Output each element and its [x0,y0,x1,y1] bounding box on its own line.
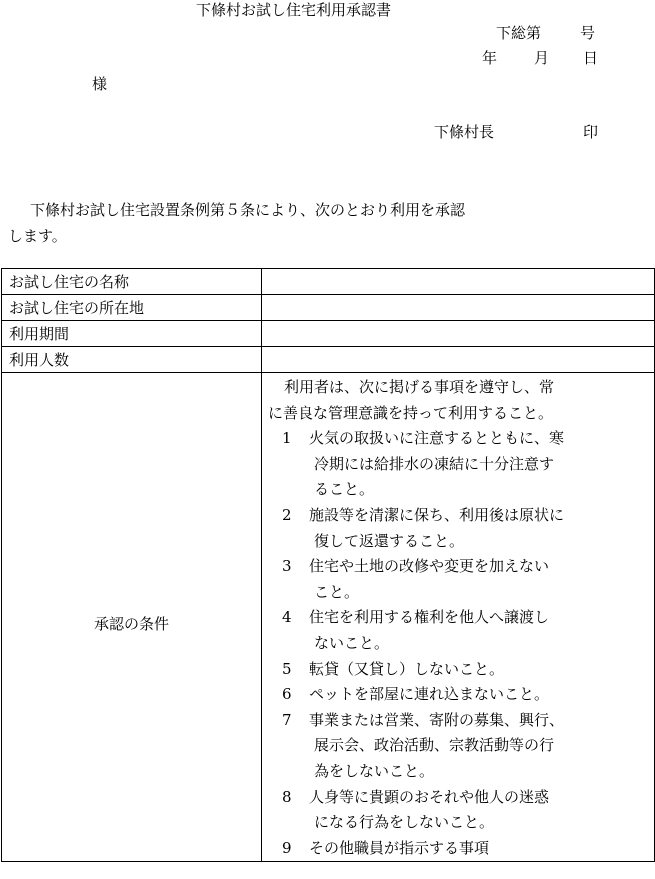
condition-item-4 [262,605,654,631]
addressee-honorific: 様 [92,75,108,93]
condition-item-text: 事業または営業、寄附の募集、興行、 [309,710,565,729]
condition-item-text: 冷期には給排水の凍結に十分注意す [314,454,555,473]
condition-item-text: ること。 [314,480,375,499]
condition-item-number: 7 [282,710,292,729]
table-row [2,347,655,373]
approval-statement-line-2: します。 [8,227,67,245]
date-year-label: 年 [482,49,498,67]
condition-item-text: ないこと。 [314,633,390,652]
condition-item-number: 9 [282,838,292,857]
condition-item-text: 住宅や土地の改修や変更を加えない [309,557,550,576]
condition-item-9 [262,836,654,862]
condition-item-text: 為をしないこと。 [314,761,435,780]
conditions-intro-line-1: 利用者は、次に掲げる事項を遵守し、常 [284,378,555,396]
table-row [2,321,655,347]
approval-statement-line-1: 下條村お試し住宅設置条例第５条により、次のとおり利用を承認 [30,201,466,219]
condition-item-8 [262,785,654,811]
condition-item-7 [262,708,654,734]
condition-item-text: になる行為をしないこと。 [314,813,495,832]
document-title: 下條村お試し住宅利用承認書 [196,1,392,19]
condition-item-1-cont-1 [262,452,654,478]
condition-item-1-cont-2 [262,477,654,503]
conditions-intro-line-2: に善良な管理意識を持って利用すること。 [268,403,554,422]
condition-item-text: 展示会、政治活動、宗教活動等の行 [314,736,555,755]
condition-item-text: 転貸（又貸し）しないこと。 [309,659,505,678]
condition-item-number: 4 [282,608,292,627]
conditions-content [262,373,655,862]
seal-mark: 印 [583,123,599,141]
document-number-prefix: 下総第 [496,24,542,42]
house-location-label: お試し住宅の所在地 [2,295,262,321]
condition-item-2-cont-1 [262,529,654,555]
condition-item-1 [262,426,654,452]
house-location-value [262,295,655,321]
condition-item-text: 復して返還すること。 [314,531,465,550]
condition-item-7-cont-2 [262,759,654,785]
conditions-label: 承認の条件 [2,373,262,862]
condition-item-text: ペットを部屋に連れ込まないこと。 [309,685,550,704]
condition-item-number: 5 [282,659,292,678]
condition-item-text: 住宅を利用する権利を他人へ譲渡し [309,608,550,627]
condition-item-number: 3 [282,557,292,576]
house-name-value [262,269,655,295]
condition-item-text: 人身等に貴顕のおそれや他人の迷惑 [309,787,550,806]
condition-item-4-cont-1 [262,631,654,657]
issuer-title: 下條村長 [434,123,495,141]
usage-period-value [262,321,655,347]
condition-item-number: 2 [282,505,292,524]
document-number-suffix: 号 [580,24,596,42]
condition-item-text: 施設等を清潔に保ち、利用後は原状に [309,505,565,524]
condition-item-number: 8 [282,787,292,806]
condition-item-8-cont-1 [262,810,654,836]
condition-item-text: その他職員が指示する事項 [309,838,490,857]
table-row [2,269,655,295]
occupants-value [262,347,655,373]
condition-item-number: 1 [282,429,292,448]
condition-item-5 [262,657,654,683]
condition-item-text: 火気の取扱いに注意するとともに、寒 [309,429,565,448]
date-day-label: 日 [583,49,599,67]
approval-details-table [1,268,655,862]
condition-item-3 [262,554,654,580]
condition-item-7-cont-1 [262,733,654,759]
condition-item-3-cont-1 [262,580,654,606]
condition-item-number: 6 [282,685,292,704]
table-row [2,373,655,862]
occupants-label: 利用人数 [2,347,262,373]
date-month-label: 月 [534,49,550,67]
house-name-label: お試し住宅の名称 [2,269,262,295]
condition-item-2 [262,503,654,529]
table-row [2,295,655,321]
usage-period-label: 利用期間 [2,321,262,347]
condition-item-6 [262,682,654,708]
condition-item-text: こと。 [314,582,360,601]
